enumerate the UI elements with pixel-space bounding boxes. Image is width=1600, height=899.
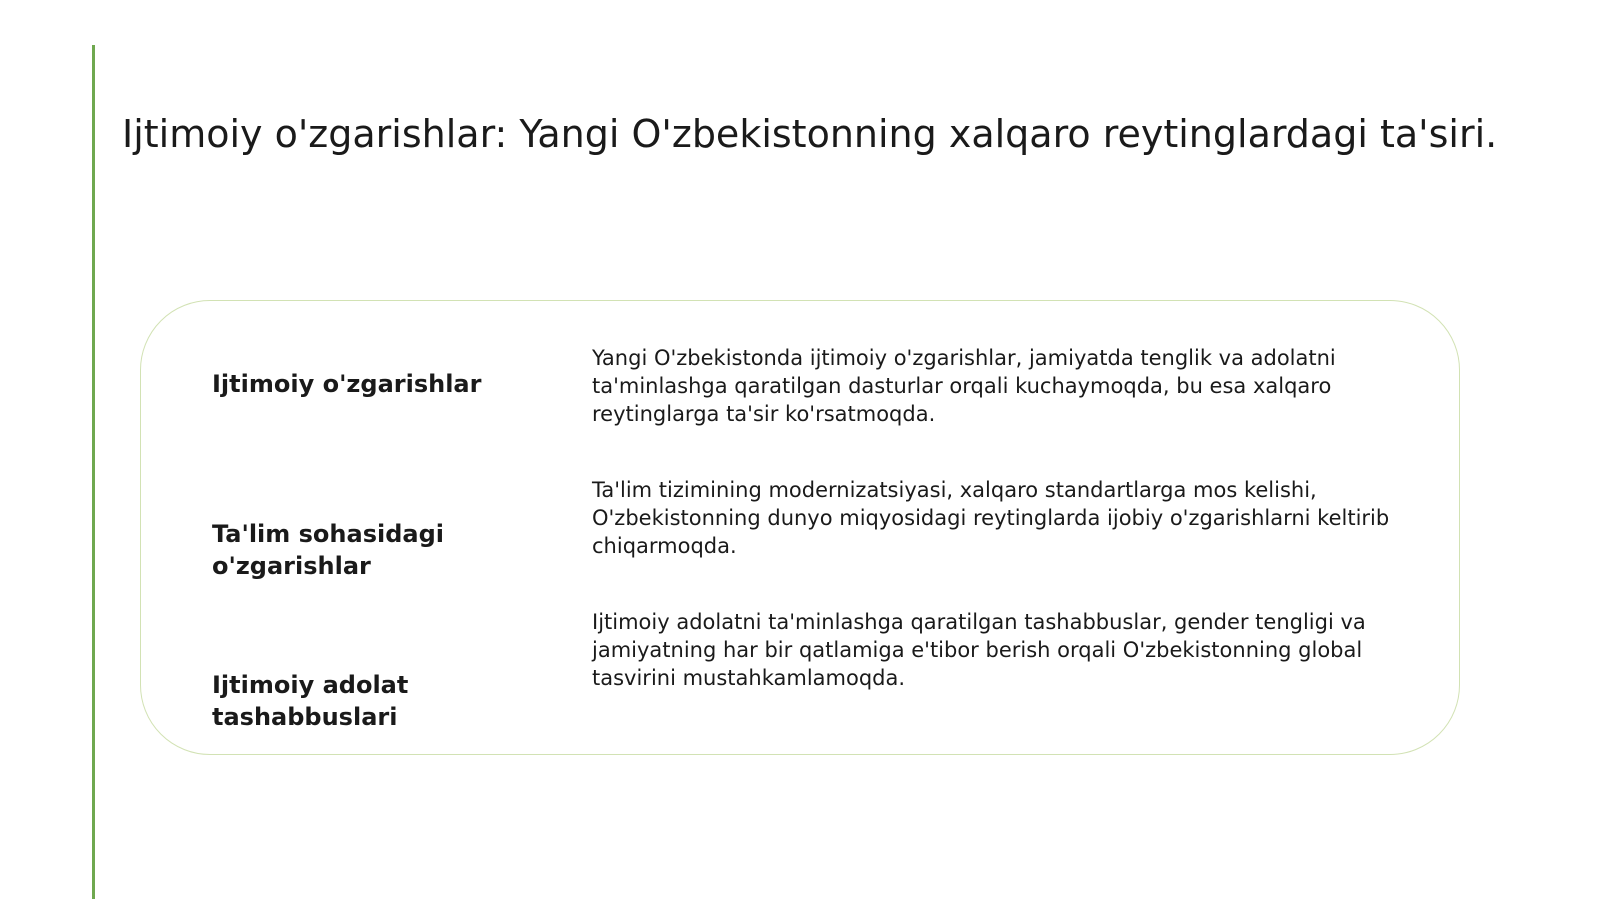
row-text-social-justice: Ijtimoiy adolatni ta'minlashga qaratilgan tashabbuslar, gender tengligi va jamiyatning har bir qatlamiga e'tibor berish orqali O'zbekistonning global tasvirini mustahkamlamoqda. xyxy=(592,610,1366,690)
slide-title: Ijtimoiy o'zgarishlar: Yangi O'zbekistonning xalqaro reytinglardagi ta'siri. xyxy=(122,112,1498,156)
row-heading-social-justice: Ijtimoiy adolat tashabbuslari xyxy=(212,671,409,731)
row-text-education-changes: Ta'lim tizimining modernizatsiyasi, xalqaro standartlarga mos kelishi, O'zbekistonning dunyo miqyosidagi reytinglarda ijobiy o'zgarishlarni keltirib chiqarmoqda. xyxy=(592,478,1390,558)
accent-bar xyxy=(92,45,95,899)
row-heading-social-changes: Ijtimoiy o'zgarishlar xyxy=(212,370,482,398)
row-heading-education-changes: Ta'lim sohasidagi o'zgarishlar xyxy=(212,520,444,580)
row-text-social-changes: Yangi O'zbekistonda ijtimoiy o'zgarishlar, jamiyatda tenglik va adolatni ta'minlashga qaratilgan dasturlar orqali kuchaymoqda, bu esa xalqaro reytinglarga ta'sir ko'rsatmoqda. xyxy=(592,346,1336,426)
